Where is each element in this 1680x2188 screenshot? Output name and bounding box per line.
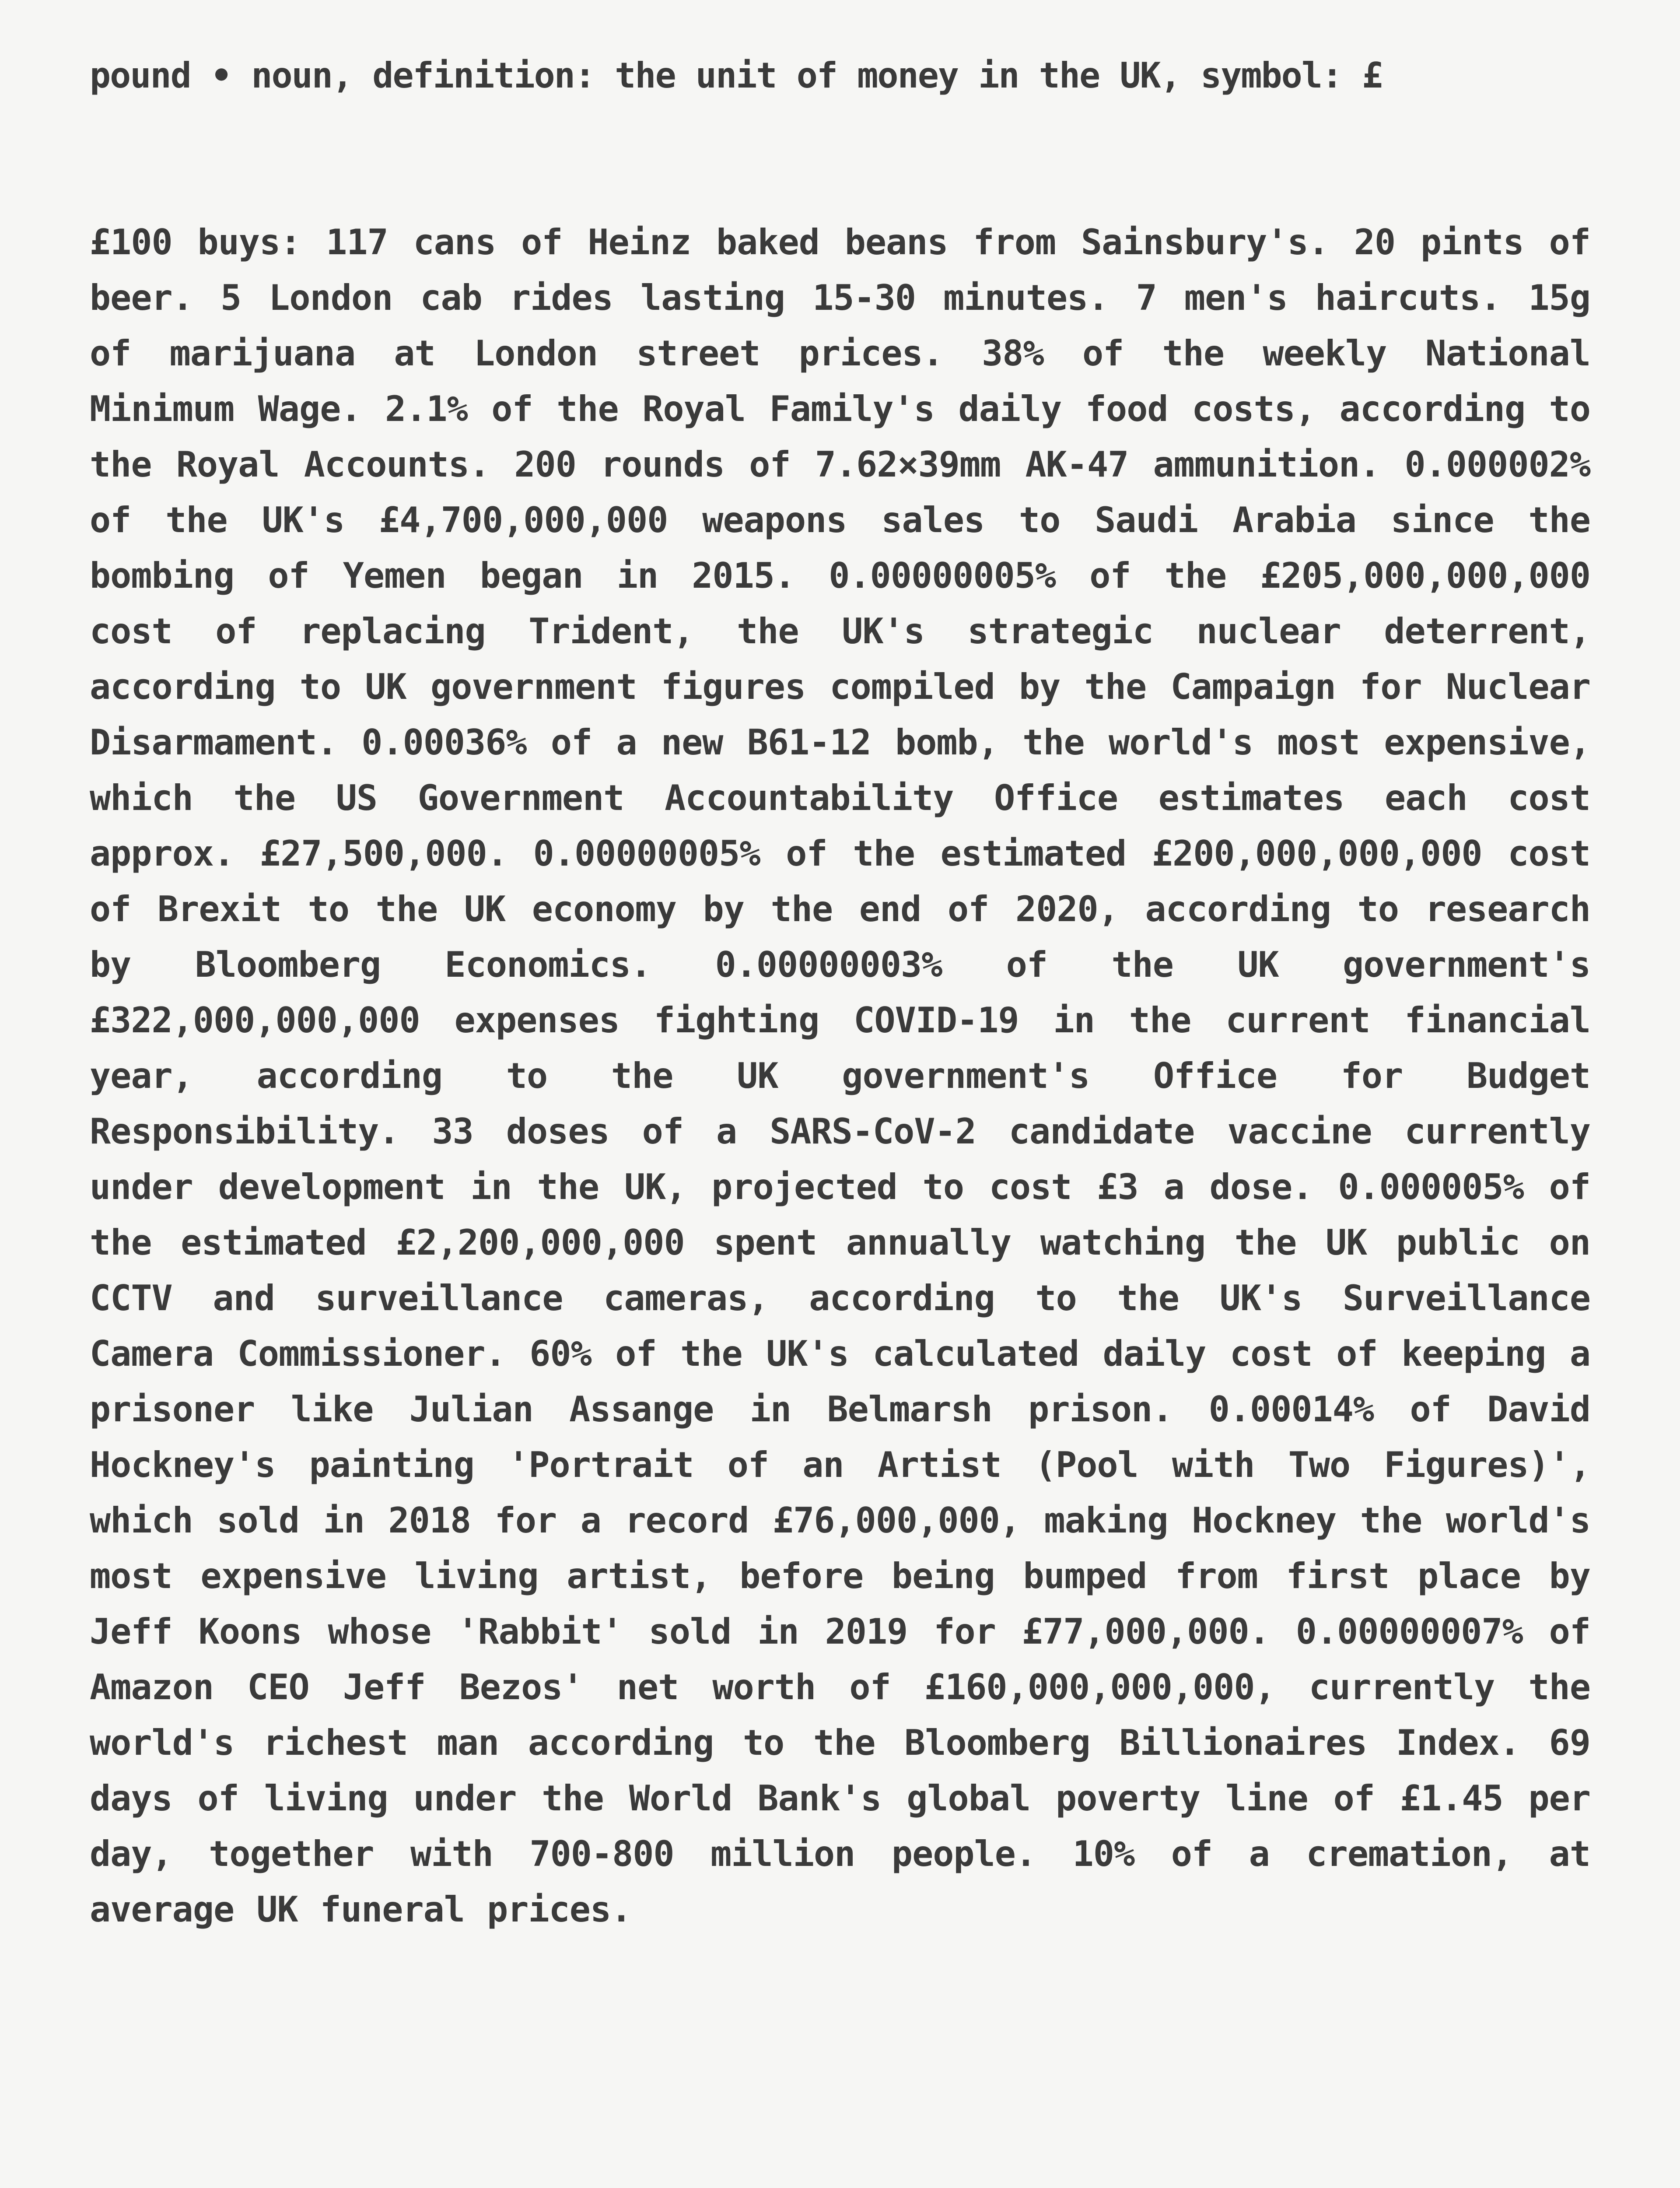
definition-line: pound • noun, definition: the unit of money in the UK, symbol: £ [90, 55, 1382, 96]
body-paragraph: £100 buys: 117 cans of Heinz baked beans from Sainsbury's. 20 pints of beer. 5 London cab rides lasting 15-30 minutes. 7 men's haircuts. 15g of marijuana at London street prices. 38% of the weekly National Minimum Wage. 2.1% of the Royal Family's daily food costs, according to the Royal Accounts. 200 rounds of 7.62×39mm AK-47 ammunition. 0.000002% of the UK's £4,700,000,000 weapons sales to Saudi Arabia since the bombing of Yemen began in 2015. 0.00000005% of the £205,000,000,000 cost of replacing Trident, the UK's strategic nuclear deterrent, according to UK government figures compiled by the Campaign for Nuclear Disarmament. 0.00036% of a new B61-12 bomb, the world's most expensive, which the US Government Accountability Office estimates each cost approx. £27,500,000. 0.00000005% of the estimated £200,000,000,000 cost of Brexit to the UK economy by the end of 2020, according to research by Bloomberg Economics. 0.00000003% of the UK government's £322,000,000,000 expenses fighting COVID-19 in the current financial year, according to the UK government's Office for Budget Responsibility. 33 doses of a SARS-CoV-2 candidate vaccine currently under development in the UK, projected to cost £3 a dose. 0.000005% of the estimated £2,200,000,000 spent annually watching the UK public on CCTV and surveillance cameras, according to the UK's Surveillance Camera Commissioner. 60% of the UK's calculated daily cost of keeping a prisoner like Julian Assange in Belmarsh prison. 0.00014% of David Hockney's painting 'Portrait of an Artist (Pool with Two Figures)', which sold in 2018 for a record £76,000,000, making Hockney the world's most expensive living artist, before being bumped from first place by Jeff Koons whose 'Rabbit' sold in 2019 for £77,000,000. 0.00000007% of Amazon CEO Jeff Bezos' net worth of £160,000,000,000, currently the world's richest man according to the Bloomberg Billionaires Index. 69 days of living under the World Bank's global poverty line of £1.45 per day, together with 700-800 million people. 10% of a cremation, at average UK funeral prices. [90, 222, 1590, 1930]
